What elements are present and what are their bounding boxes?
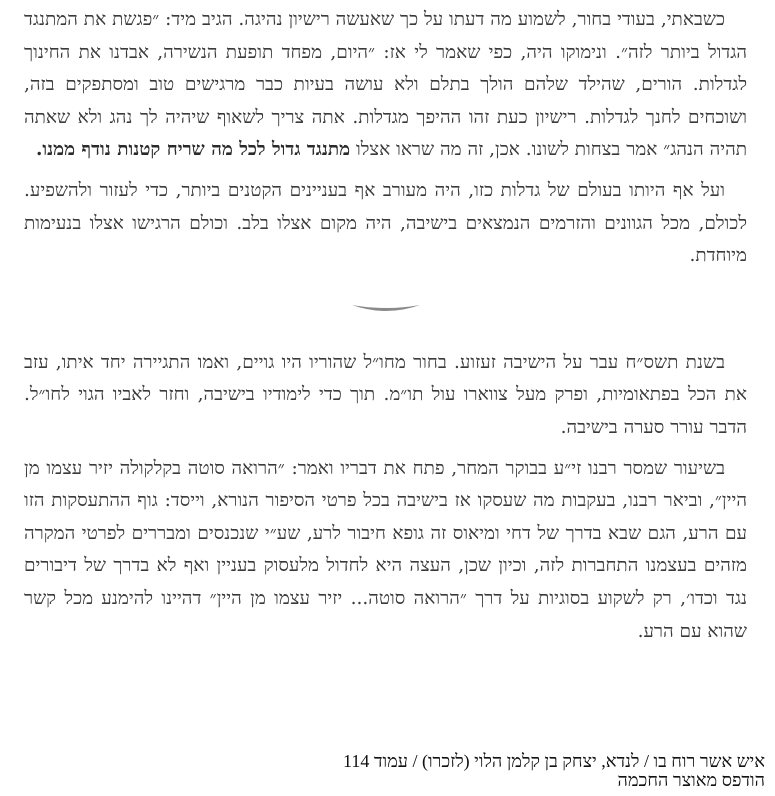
footer-printed-from: הודפס מאוצר החכמה [617,770,765,790]
paragraph-lesson: בשיעור שמסר רבנו זי״ע בבוקר המחר, פתח את דבריו ואמר: ״הרואה סוטה בקלקולה יזיר עצמו מן היין״, וביאר רבנו, בעקבות מה שעסקו אז בישיבה בכל פרטי הסיפור הנורא, וייסד: גוף ההתעסקות הזו עם הרע, הגם שבא בדרך של דחי ומיאוס זה גופא חיבור לרע, שע״י שנכנסים ומבררים לפרטי המקרה מזהים בעצמנו התחברות לזה, וכיון שכן, העצה היא לחדול מלעסוק בעניין ואף לא בדרך של דיבורים נגד וכדו׳, רק לשקוע בסוגיות על דרך ״הרואה סוטה... יזיר עצמו מן היין״ דהיינו להימנע מכל קשר שהוא עם הרע. [24,457,747,642]
footer-citation: איש אשר רוח בו / לנדא, יצחק בן קלמן הלוי (לזכרו) / עמוד 114 [342,751,765,771]
paragraph-yeshiva-incident: בשנת תשס״ח עבר על הישיבה זעזוע. בחור מחו״ל שהוריו היו גויים, ואמו התגיירה יחד איתו, עזב את הכל בפתאומיות, ופרק מעל צווארו עול תו״מ. תוך כדי לימודיו בישיבה, וחזר לאביו הגוי לחו״ל. הדבר עורר סערה בישיבה. [24,351,747,438]
paragraph-involvement: ועל אף היותו בעולם של גדלות כזו, היה מעורב אף בעניינים הקטנים ביותר, כדי לעזור ולהשפיע. לכולם, מכל הגוונים והזרמים הנמצאים בישיבה, היה מקום אצלו בלב. וכולם הרגישו אצלו בנעימות מיוחדת. [24,179,747,267]
section-divider [24,279,747,337]
swash-divider-icon [351,302,421,314]
bold-emphasis: מתנגד גדול לכל מה שריח קטנות נודף ממנו. [35,139,351,161]
article-body [24,4,747,648]
paragraph-driving-license [24,4,747,167]
page-footer [343,752,765,790]
paragraph-text: כשבאתי, בעודי בחור, לשמוע מה דעתו על כך שאעשה רישיון נהיגה. הגיב מיד: ״פגשת את המתנגד הגדול ביותר לזה״. ונימוקו היה, כפי שאמר לי אז: ״היום, מפחד תופעת הנשירה, אבדנו את החינוך לגדלות. הורים, שהילד שלהם הולך בתלם ולא עושה בעיות כבר מרגישים טוב ומסתפקים בזה, ושוכחים לחנך לגדלות. רישיון כעת זהו ההיפך מגדלות. אתה צריך לשאוף שיהיה לך נהג ולא שאתה תהיה הנהג״ אמר בצחות לשונו. אכן, זה מה שראו אצלו [24,9,747,161]
